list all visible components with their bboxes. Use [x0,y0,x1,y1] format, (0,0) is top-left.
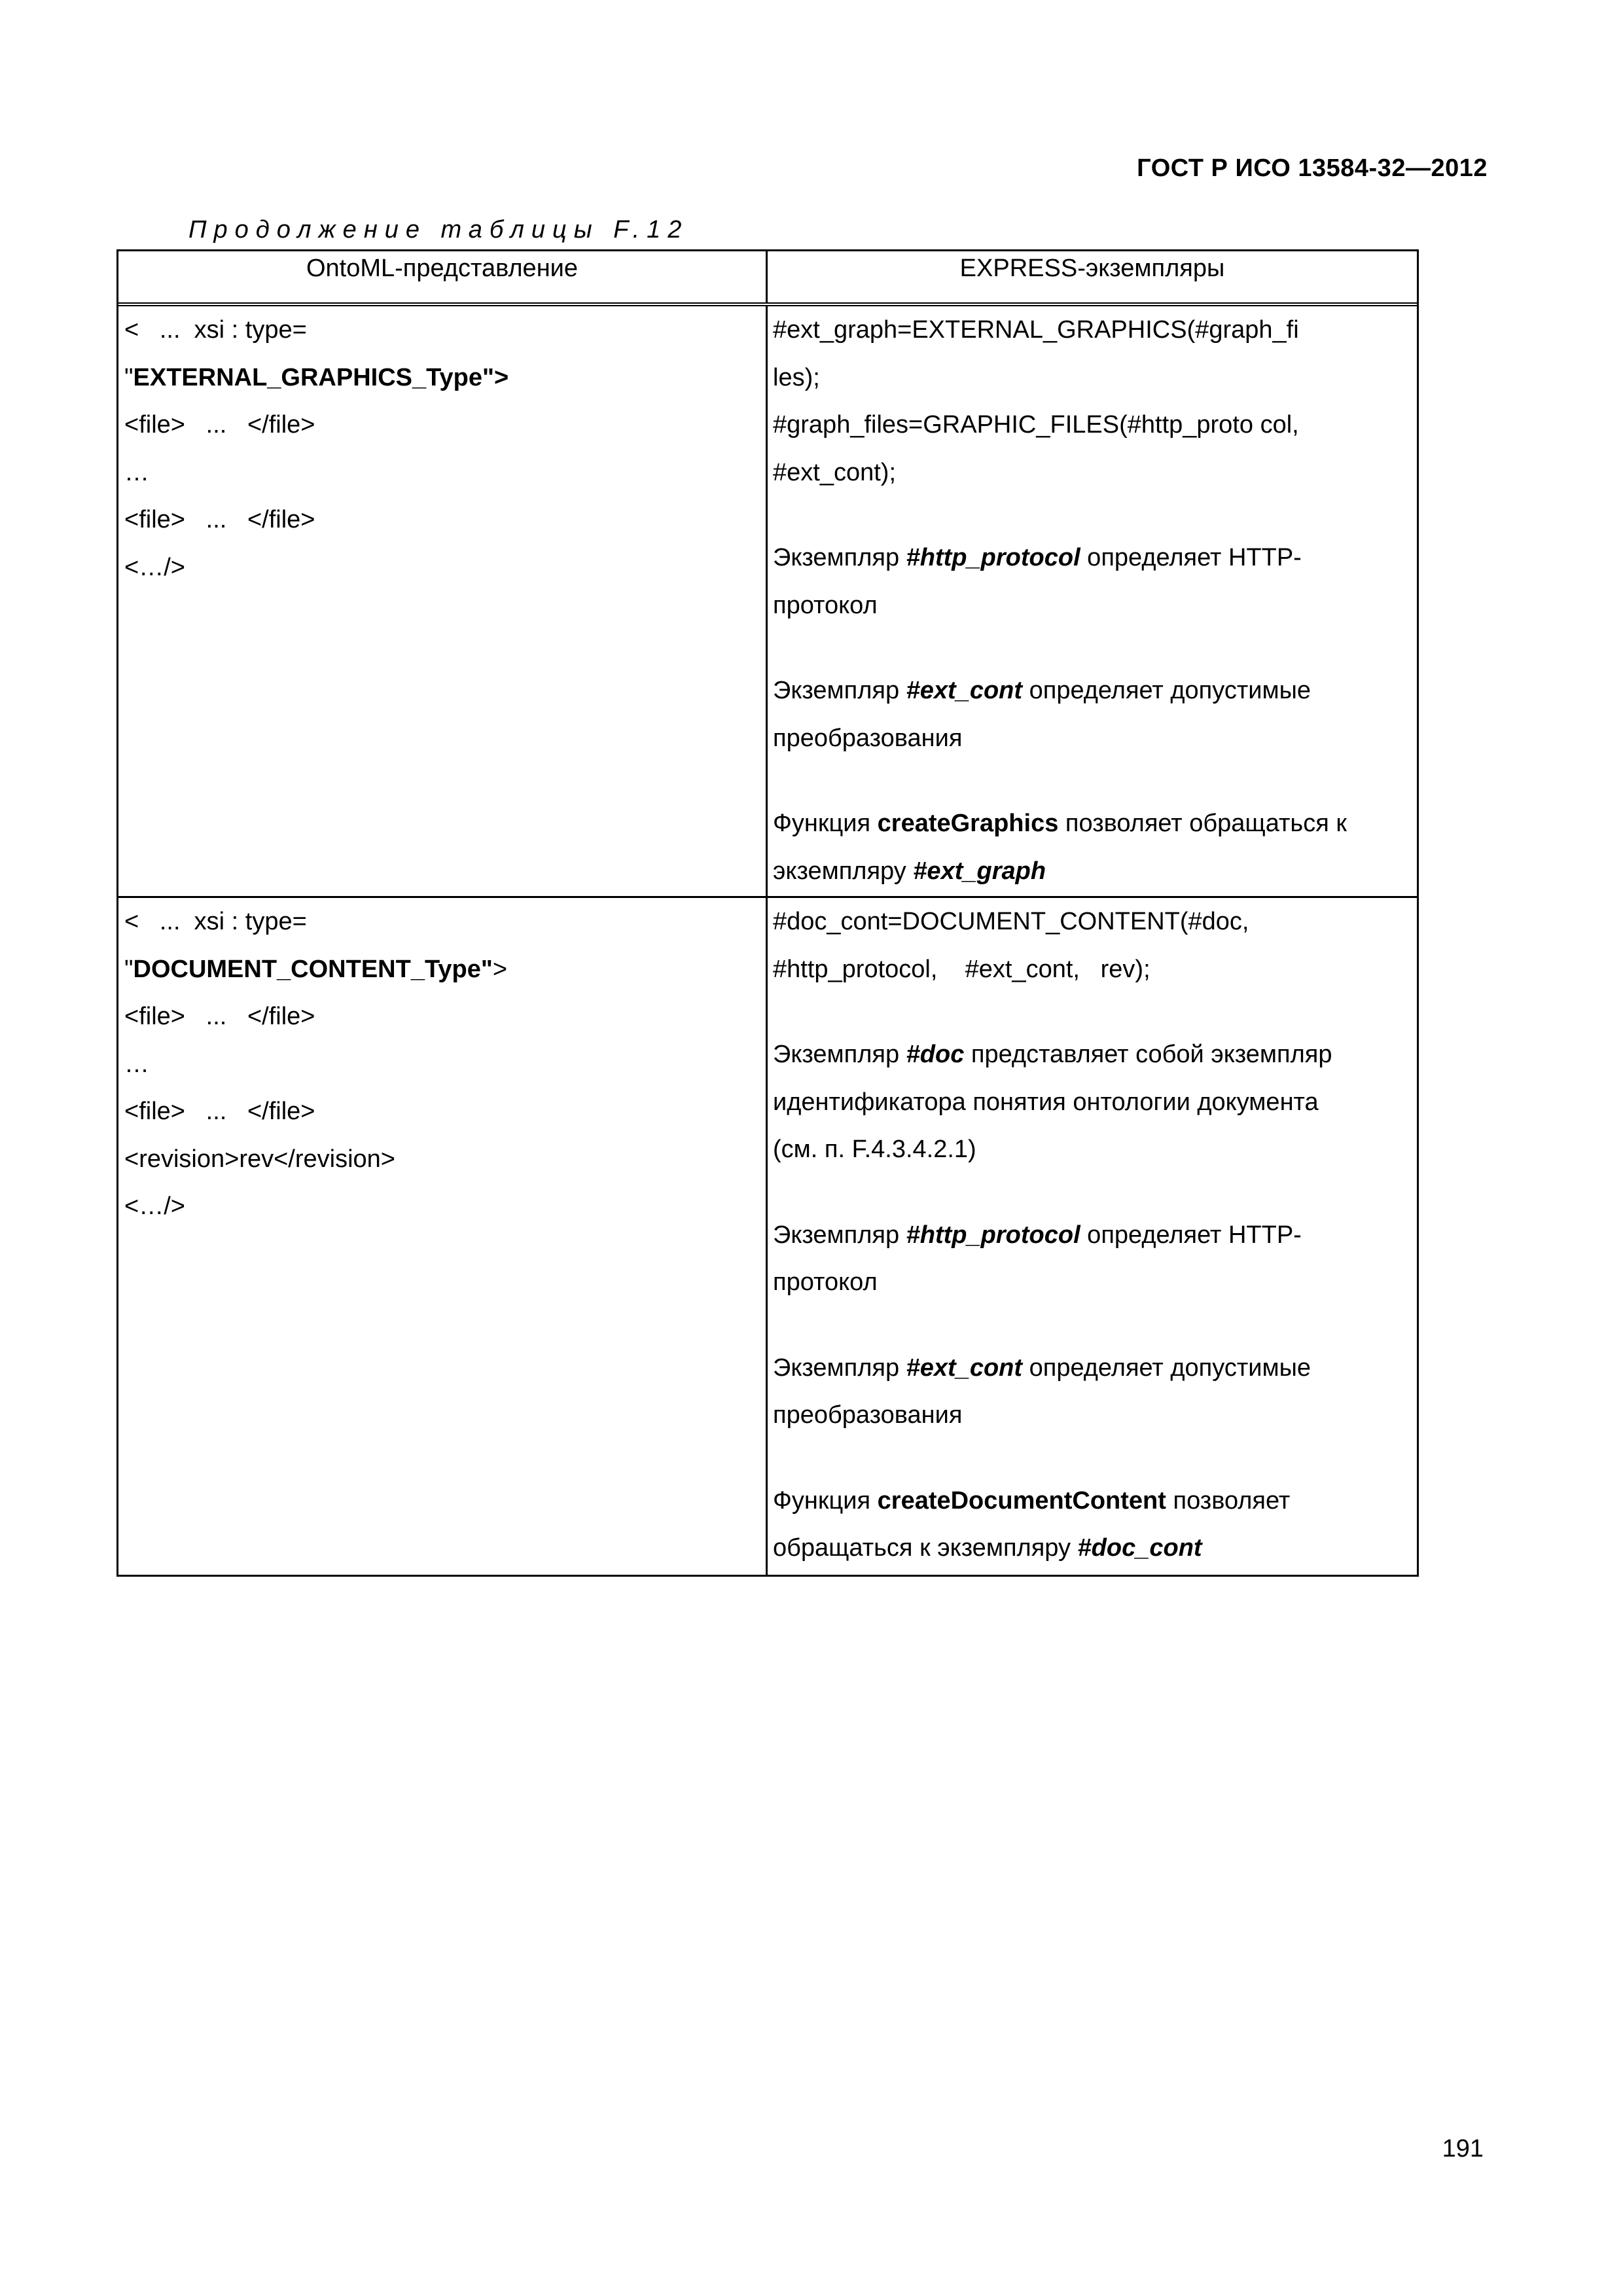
code-line: < ... xsi : type= [124,908,307,935]
code-line: <file> ... </file> [124,1098,315,1125]
text-line: протокол [773,591,878,619]
standard-designation: ГОСТ Р ИСО 13584-32—2012 [1137,154,1488,182]
column-header-ontoml: OntoML-представление [118,251,768,302]
text-line [773,1211,1417,1259]
code-fragment: " [124,955,134,983]
text-fragment: Экземпляр [773,1041,906,1068]
description-paragraph [773,800,1417,895]
description-paragraph [773,1031,1417,1174]
description-paragraph [773,534,1417,629]
instance-name: #ext_cont [906,1354,1023,1382]
express-instance-code [773,306,1417,496]
table-f12 [116,249,1419,1577]
instance-name: #ext_cont [906,677,1023,704]
text-line [773,1477,1417,1525]
column-header-express: EXPRESS-экземпляры [959,255,1225,282]
instance-name: #http_protocol [906,544,1080,571]
code-line: < ... xsi : type= [124,316,307,344]
code-line: <file> ... </file> [124,506,315,533]
type-name: EXTERNAL_GRAPHICS_Type"> [133,363,509,391]
text-line: (см. п. F.4.3.4.2.1) [773,1136,976,1163]
text-line [773,1344,1417,1392]
text-fragment: Функция [773,1486,878,1515]
text-line [773,848,1417,895]
text-fragment: экземпляру [773,857,914,885]
text-line: идентификатора понятия онтологии документа [773,1088,1319,1116]
code-line: <…/> [124,553,185,581]
text-line [773,1524,1417,1572]
text-fragment: Экземпляр [773,1221,906,1249]
code-line: <…/> [124,1193,185,1220]
text-line [773,667,1417,715]
description-paragraph [773,667,1417,762]
express-instance-code [773,898,1417,993]
instance-name: #doc [906,1041,965,1068]
text-fragment: определяет HTTP- [1080,1221,1302,1249]
table-row [118,898,1417,1575]
description-paragraph [773,1211,1417,1306]
code-line: les); [773,363,820,391]
text-fragment: позволяет обращаться к [1058,810,1347,837]
code-line: #ext_graph=EXTERNAL_GRAPHICS(#graph_fi [773,316,1299,344]
text-fragment: определяет HTTP- [1080,544,1302,571]
text-fragment: Экземпляр [773,1354,906,1382]
text-line [773,1031,1417,1079]
code-line: #graph_files=GRAPHIC_FILES(#http_proto col, [773,411,1299,439]
ontoml-cell [118,898,768,1575]
text-fragment: обращаться к экземпляру [773,1534,1078,1562]
table-header-row [118,251,1417,306]
instance-name: #doc_cont [1077,1534,1202,1562]
code-line: <file> ... </file> [124,1003,315,1030]
code-line: #http_protocol, #ext_cont, rev); [773,955,1150,983]
text-line [773,534,1417,582]
function-name: createDocumentContent [877,1486,1166,1515]
text-line: протокол [773,1268,878,1296]
ontoml-cell [118,306,768,896]
text-fragment: Экземпляр [773,544,906,571]
type-name: DOCUMENT_CONTENT_Type" [133,955,493,983]
instance-name: #ext_graph [913,857,1046,885]
code-line: … [124,458,149,486]
text-fragment: определяет допустимые [1022,677,1311,704]
page-number: 191 [1442,2135,1484,2162]
text-fragment: позволяет [1166,1486,1291,1515]
instance-name: #http_protocol [906,1221,1080,1249]
text-fragment: определяет допустимые [1022,1354,1311,1382]
table-row [118,306,1417,898]
code-line: #ext_cont); [773,458,896,486]
code-fragment: " [124,363,134,391]
text-line: преобразования [773,1401,963,1429]
text-line [773,800,1417,848]
text-fragment: представляет собой экземпляр [964,1041,1332,1068]
express-cell [768,898,1417,1575]
text-fragment: Функция [773,810,878,837]
description-paragraph [773,1344,1417,1439]
text-line: преобразования [773,724,963,752]
text-fragment: Экземпляр [773,677,906,704]
code-fragment: > [492,955,508,983]
table-caption: Продолжение таблицы F.12 [188,216,689,243]
function-name: createGraphics [877,810,1059,837]
express-cell [768,306,1417,896]
code-line: <file> ... </file> [124,411,315,439]
code-line [124,354,766,402]
code-line: <revision>rev</revision> [124,1145,395,1173]
description-paragraph [773,1477,1417,1572]
code-line: #doc_cont=DOCUMENT_CONTENT(#doc, [773,908,1249,935]
code-line: … [124,1050,149,1078]
code-line [124,946,766,994]
